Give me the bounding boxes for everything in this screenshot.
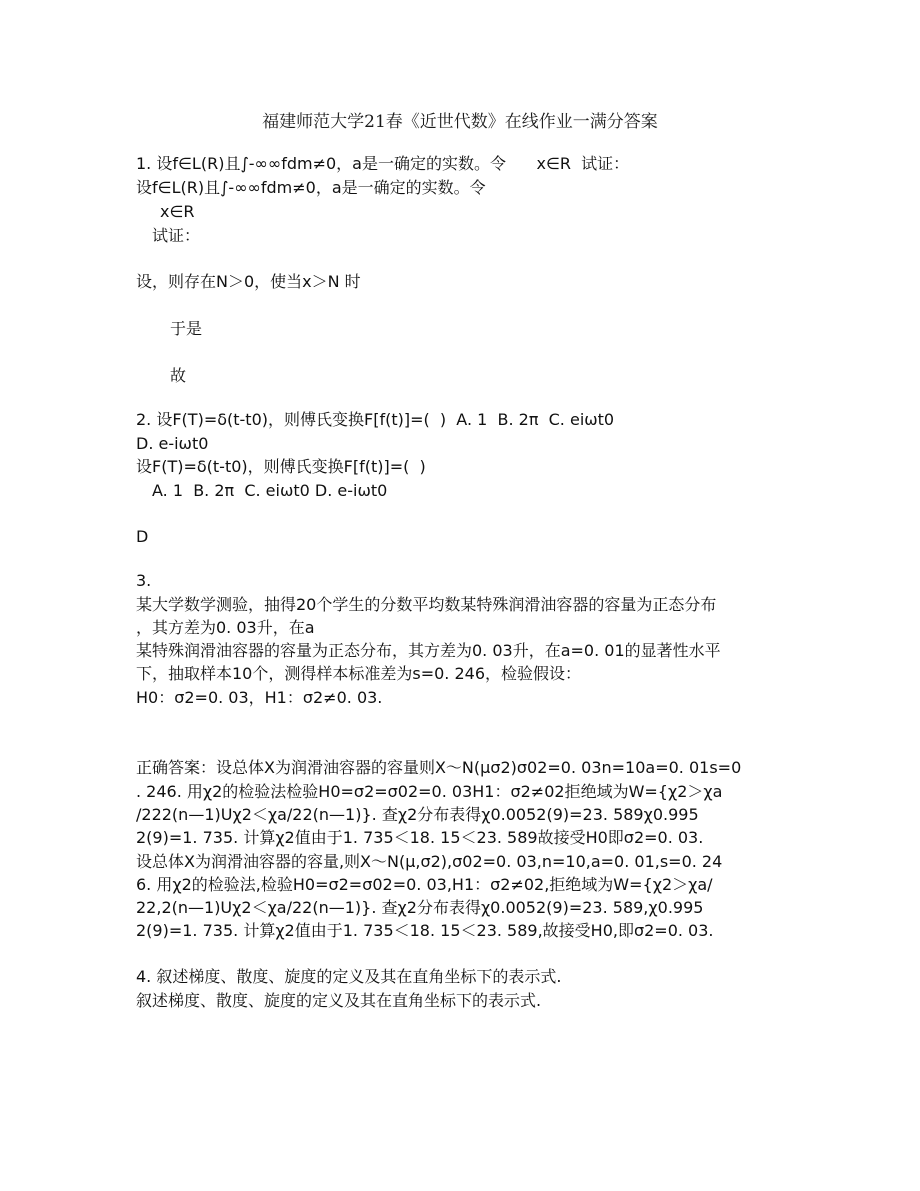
q4-statement: 4. 叙述梯度、散度、旋度的定义及其在直角坐标下的表示式. [136,967,562,986]
q3-statement: 某大学数学测验，抽得20个学生的分数平均数某特殊润滑油容器的容量为正态分布 [136,595,717,614]
q3-answer-line: 正确答案：设总体X为润滑油容器的容量则X～N(μσ2)σ02=0. 03n=10a=0. 01s=0 [136,758,742,777]
q3-number: 3. [136,571,152,590]
q3-answer-line: 设总体X为润滑油容器的容量,则X～N(μ,σ2),σ02=0. 03,n=10,a=0. 01,s=0. 24 [136,852,723,871]
q2-options: A. 1 B. 2π C. eiωt0 D. e-iωt0 [152,481,388,500]
q2-answer: D [136,527,149,546]
q3-answer-line: 2(9)=1. 735. 计算χ2值由于1. 735＜18. 15＜23. 589,故接受H0,即σ2=0. 03. [136,921,714,940]
q2-restatement: 设F(T)=δ(t-t0)，则傅氏变换F[f(t)]=( ) [136,457,426,476]
q3-answer-line: /222(n—1)Uχ2＜χa/22(n—1)}. 查χ2分布表得χ0.0052(9)=23. 589χ0.995 [136,805,699,824]
q4-restatement: 叙述梯度、散度、旋度的定义及其在直角坐标下的表示式. [136,991,542,1010]
q3-statement: 下，抽取样本10个，测得样本标准差为s=0. 246，检验假设： [136,664,581,683]
q3-statement: 某特殊润滑油容器的容量为正态分布，其方差为0. 03升，在a=0. 01的显著性水平 [136,641,721,660]
q3-statement: ，其方差为0. 03升，在a [136,618,315,637]
q1-answer-line: 故 [170,366,187,385]
q1-domain: x∈R [160,202,195,221]
q1-prove-label: 试证： [152,226,201,245]
q3-answer-line: 2(9)=1. 735. 计算χ2值由于1. 735＜18. 15＜23. 589故接受H0即σ2=0. 03. [136,828,704,847]
q1-restatement: 设f∈L(R)且∫-∞∞fdm≠0，a是一确定的实数。令 [136,178,486,197]
q2-statement-cont: D. e-iωt0 [136,434,209,453]
q1-answer-line: 设，则存在N＞0，使当x＞N 时 [136,272,361,291]
q1-answer-line: 于是 [170,319,203,338]
q3-answer-line: 22,2(n—1)Uχ2＜χa/22(n—1)}. 查χ2分布表得χ0.0052(9)=23. 589,χ0.995 [136,898,704,917]
page-title: 福建师范大学21春《近世代数》在线作业一满分答案 [262,112,658,132]
q3-answer-line: 6. 用χ2的检验法,检验H0=σ2=σ02=0. 03,H1：σ2≠02,拒绝域为W={χ2＞χa/ [136,875,713,894]
q2-statement: 2. 设F(T)=δ(t-t0)，则傅氏变换F[f(t)]=( ) A. 1 B. 2π C. eiωt0 [136,410,615,429]
q3-hypothesis: H0：σ2=0. 03，H1：σ2≠0. 03. [136,688,383,707]
q3-answer-line: . 246. 用χ2的检验法检验H0=σ2=σ02=0. 03H1：σ2≠02拒绝域为W={χ2＞χa [136,782,723,801]
q1-statement: 1. 设f∈L(R)且∫-∞∞fdm≠0，a是一确定的实数。令 x∈R 试证： [136,154,630,173]
